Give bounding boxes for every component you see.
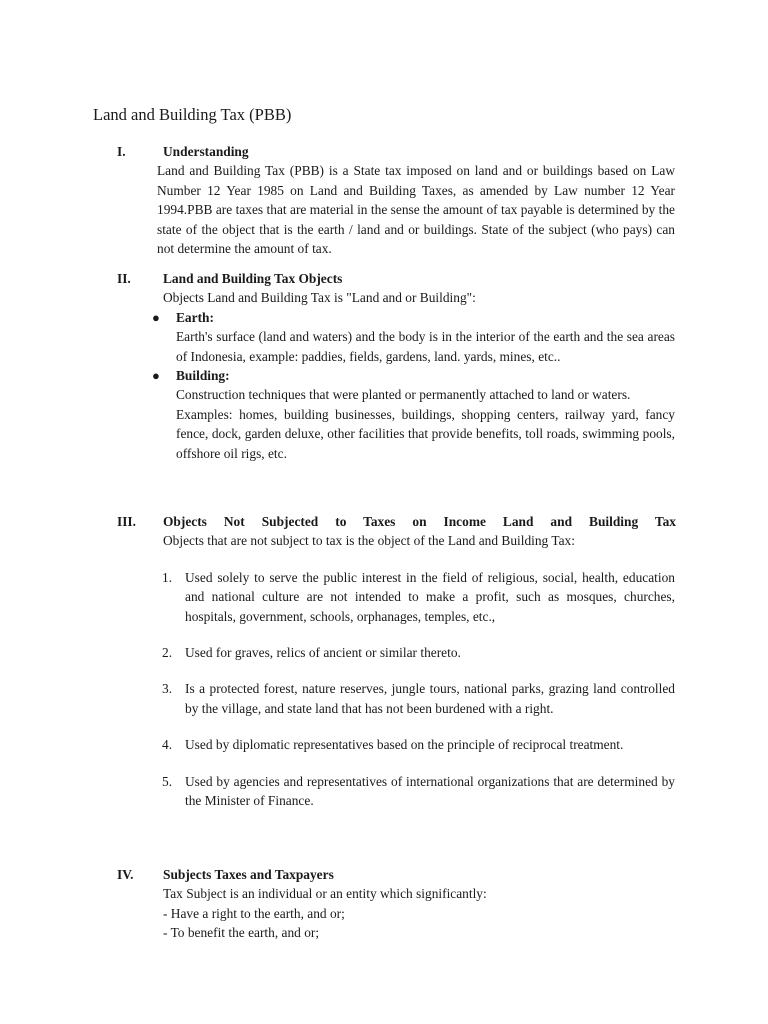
section-title: Land and Building Tax Objects [163,271,343,286]
numbered-list [0,568,768,811]
bullet-icon: ● [152,368,160,384]
list-item [0,772,768,811]
list-number: 2. [162,645,173,661]
list-item-text: Used by diplomatic representatives based on the principle of reciprocal treatment. [185,737,624,753]
section-intro: Objects Land and Building Tax is "Land and or Building": [163,290,476,306]
list-item [0,735,768,754]
section-number: III. [117,514,136,529]
bullet-text: Earth's surface (land and waters) and the body is in the interior of the earth and the sea areas of Indonesia, example: paddies, fields, gardens, land. yards, mines, etc.. [176,329,675,364]
section-title: Objects Not Subjected to Taxes on Income Land and Building Tax [163,514,676,529]
list-item-text: Is a protected forest, nature reserves, jungle tours, national parks, grazing land controlled by the village, and state land that has not been burdened with a right. [185,681,675,716]
section-line: - To benefit the earth, and or; [163,925,320,941]
bullet-label: Earth: [176,309,214,325]
bullet-icon: ● [152,309,160,325]
section-intro: Objects that are not subject to tax is the object of the Land and Building Tax: [163,533,575,549]
section-tax-objects [0,269,768,463]
list-number: 5. [162,773,173,789]
section-tax-subjects [0,865,768,943]
section-number: I. [117,144,126,159]
bullet-text: Examples: homes, building businesses, buildings, shopping centers, railway yard, fancy fence, dock, garden deluxe, other facilities that provide benefits, toll roads, swimming pools, offshore oil rigs, etc. [176,406,675,461]
section-heading [0,512,768,531]
bullet-earth [0,308,768,366]
section-title: Understanding [163,144,249,159]
section-number: II. [117,271,131,286]
section-heading [0,269,768,288]
list-number: 1. [162,569,173,585]
document-title: Land and Building Tax (PBB) [93,105,292,124]
section-body: Land and Building Tax (PBB) is a State tax imposed on land and or buildings based on Law Number 12 Year 1985 on Land and Building Taxes, as amended by Law number 12 Year 1994.PBB are taxes that are material in the sense the amount of tax payable is determined by the state of the object that is the earth / land and or buildings. State of the subject (who pays) can not determine the amount of tax. [157,163,675,257]
list-item [0,679,768,718]
section-understanding [0,142,768,258]
bullet-list [0,308,768,463]
section-heading [0,865,768,884]
list-item-text: Used by agencies and representatives of international organizations that are determined by the Minister of Finance. [185,773,675,809]
list-item-text: Used solely to serve the public interest in the field of religious, social, health, education and national culture are not intended to make a profit, such as mosques, churches, hospitals, government, schools, orphanages, temples, etc., [185,569,675,624]
list-item-text: Used for graves, relics of ancient or similar thereto. [185,645,461,661]
list-number: 3. [162,681,173,697]
section-line: Tax Subject is an individual or an entity which significantly: [163,886,487,902]
list-item [0,568,768,626]
section-line: - Have a right to the earth, and or; [163,905,345,921]
section-non-taxable-objects [0,512,768,810]
section-title: Subjects Taxes and Taxpayers [163,867,334,882]
bullet-building [0,366,768,463]
bullet-text: Construction techniques that were planted or permanently attached to land or waters. [176,387,631,403]
section-number: IV. [117,867,134,882]
list-number: 4. [162,737,173,753]
list-item [0,643,768,662]
bullet-label: Building: [176,368,230,384]
section-heading [0,142,768,161]
